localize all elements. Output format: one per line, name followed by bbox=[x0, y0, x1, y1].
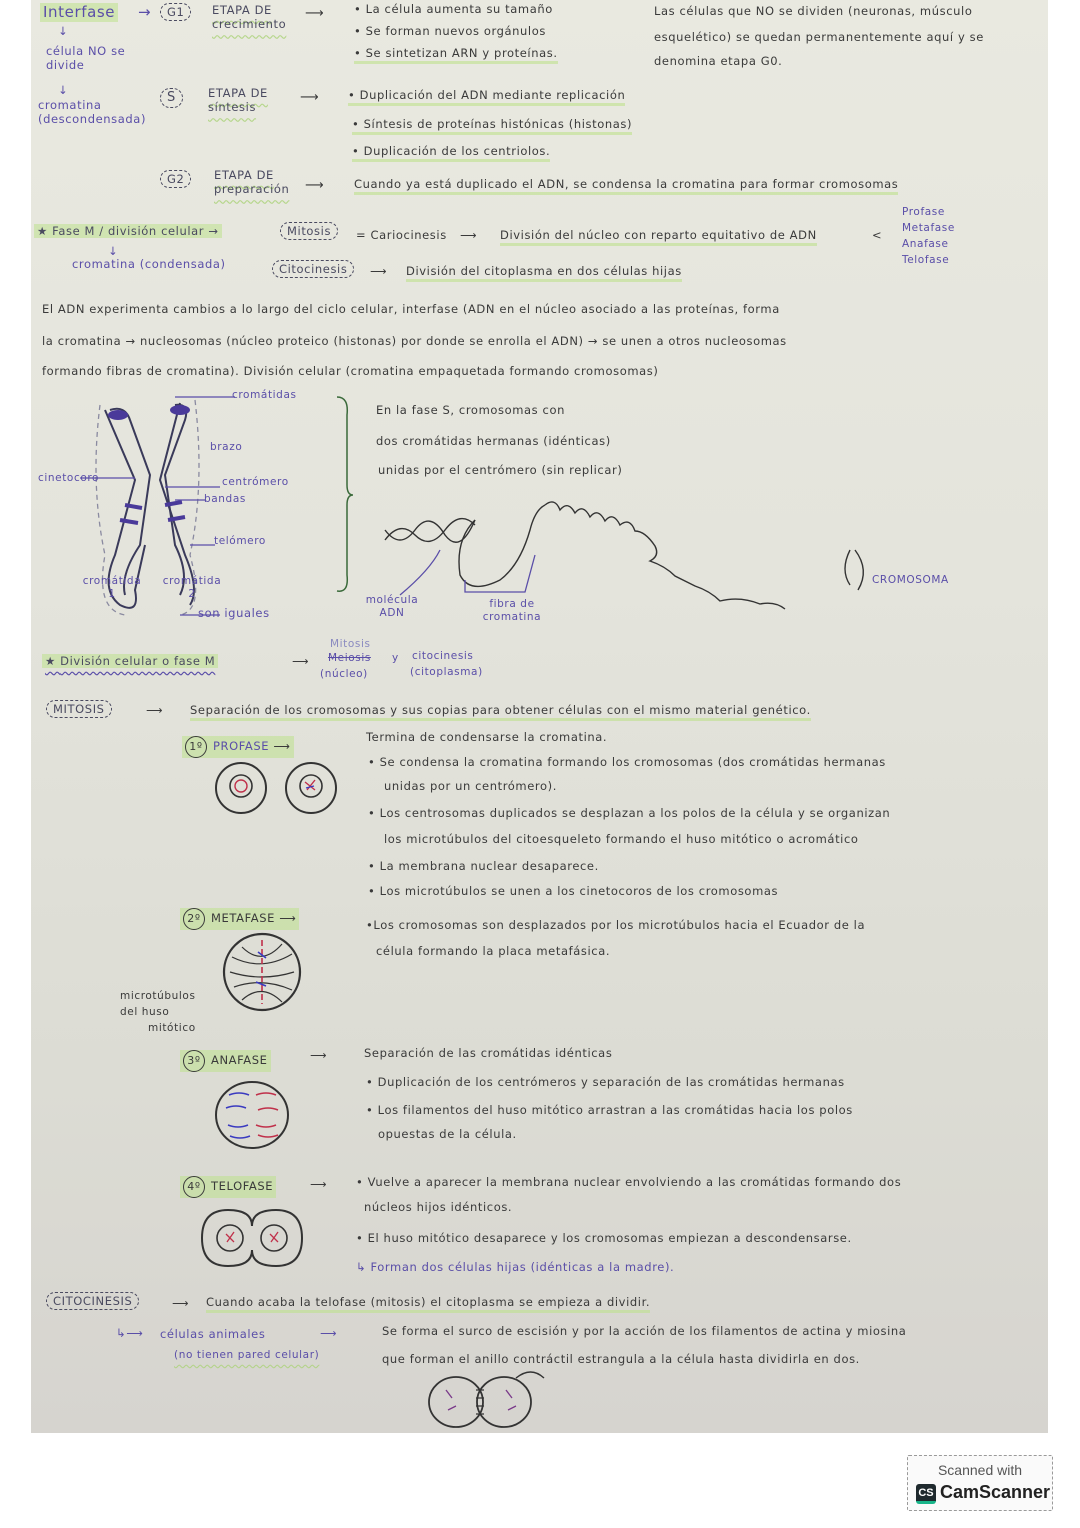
bracket-icon bbox=[335, 395, 355, 595]
stage-g2-badge: G2 bbox=[160, 170, 191, 188]
animal-note: (no tienen pared celular) bbox=[174, 1349, 320, 1361]
arrow-icon: ↳⟶ bbox=[116, 1326, 144, 1340]
camscanner-wordmark: CamScanner bbox=[940, 1482, 1051, 1502]
telofase-cell-drawing bbox=[200, 1208, 304, 1268]
arrow-icon: ⟶ bbox=[300, 90, 320, 105]
interfase-title: Interfase bbox=[40, 3, 118, 22]
arrow-icon: → bbox=[138, 3, 152, 21]
arrow-icon: ⟶ bbox=[460, 228, 478, 242]
chromatin-compaction-diagram bbox=[380, 500, 880, 600]
label-bandas: bandas bbox=[204, 493, 246, 505]
label-cromatidas: cromátidas bbox=[232, 389, 297, 401]
mitosis-cloud: Mitosis bbox=[280, 222, 338, 240]
arrow-icon: ⟶ bbox=[370, 264, 388, 278]
label-cromatida-2: cromátida 2 bbox=[162, 575, 222, 601]
profase-line: • Los centrosomas duplicados se desplazan a los polos de la célula y se organizan bbox=[368, 806, 891, 820]
label-cinetocoro: cinetocoro bbox=[38, 472, 100, 484]
g1-bullet: • Se forman nuevos orgánulos bbox=[354, 24, 546, 38]
g0-note-line: esquelético) se quedan permanentemente aquí y se bbox=[654, 30, 984, 44]
citocinesis-line: Se forma el surco de escisión y por la acción de los filamentos de actina y miosina bbox=[382, 1324, 907, 1338]
cromatina-descondensada: cromatina (descondensada) bbox=[38, 98, 147, 127]
arrow-icon: ⟶ bbox=[320, 1326, 338, 1340]
arrow-icon: ⟶ bbox=[305, 178, 325, 193]
metafase-caption: microtúbulos bbox=[120, 990, 196, 1002]
citocinesis-label: citocinesis bbox=[412, 650, 474, 662]
s-bullet: • Duplicación de los centriolos. bbox=[352, 144, 550, 162]
fase-m-title: ★ Fase M / división celular → bbox=[34, 224, 222, 238]
metafase-line: célula formando la placa metafásica. bbox=[376, 944, 611, 958]
g0-note-line: Las células que NO se dividen (neuronas, músculo bbox=[654, 4, 973, 18]
arrow-icon: ⟶ bbox=[310, 1177, 328, 1191]
arrow-down-icon: ↓ bbox=[58, 83, 69, 97]
anafase-line: opuestas de la célula. bbox=[378, 1127, 517, 1141]
s-bullet: • Síntesis de proteínas histónicas (histonas) bbox=[352, 117, 632, 135]
anafase-cell-drawing bbox=[214, 1080, 292, 1150]
label-molecula-adn: molécula ADN bbox=[365, 594, 419, 620]
arrow-icon: ⟶ bbox=[146, 703, 164, 717]
and-label: y bbox=[392, 652, 399, 664]
g1-bullet: • Se sintetizan ARN y proteínas. bbox=[354, 46, 558, 64]
stage-s-label: ETAPA DE síntesis bbox=[208, 86, 268, 115]
g2-bullet: Cuando ya está duplicado el ADN, se condensa la cromatina para formar cromosomas bbox=[354, 177, 898, 195]
profase-line: • La membrana nuclear desaparece. bbox=[368, 859, 599, 873]
telofase-line: • Vuelve a aparecer la membrana nuclear envolviendo a las cromátidas formando dos bbox=[356, 1175, 902, 1189]
phase-anafase-title: 3º ANAFASE bbox=[180, 1050, 271, 1072]
label-centromero: centrómero bbox=[222, 476, 289, 488]
phase-metafase-title: 2º METAFASE ⟶ bbox=[180, 908, 299, 930]
camscanner-logo-icon: CS bbox=[916, 1484, 936, 1504]
metafase-line: •Los cromosomas son desplazados por los microtúbulos hacia el Ecuador de la bbox=[366, 918, 866, 932]
label-telomero: telómero bbox=[214, 535, 266, 547]
citocinesis-main-cloud: CITOCINESIS bbox=[46, 1292, 139, 1310]
nucleo-label: (núcleo) bbox=[320, 668, 368, 680]
adn-paragraph-line: El ADN experimenta cambios a lo largo del ciclo celular, interfase (ADN en el núcleo asociado a las proteínas, forma bbox=[42, 302, 780, 316]
telofase-line: • El huso mitótico desaparece y los cromosomas empiezan a descondensarse. bbox=[356, 1231, 852, 1245]
anafase-line: Separación de las cromátidas idénticas bbox=[364, 1046, 613, 1060]
anafase-line: • Duplicación de los centrómeros y separación de las cromátidas hermanas bbox=[366, 1075, 845, 1089]
adn-paragraph-line: la cromatina → nucleosomas (núcleo proteico (histonas) por donde se enrolla el ADN) → se unen a otros nucleosomas bbox=[42, 334, 787, 348]
stage-g2-label: ETAPA DE preparación bbox=[214, 168, 290, 197]
phase-telofase-title: 4º TELOFASE bbox=[180, 1176, 276, 1198]
citocinesis-description: Cuando acaba la telofase (mitosis) el citoplasma se empieza a dividir. bbox=[206, 1295, 650, 1313]
brace-arrows-icon: < bbox=[872, 228, 883, 242]
arrow-icon: ⟶ bbox=[172, 1296, 190, 1310]
g1-bullet: • La célula aumenta su tamaño bbox=[354, 2, 553, 16]
scanned-with-label: Scanned with bbox=[937, 1462, 1023, 1478]
citocinesis-line: que forman el anillo contráctil estrangula a la célula hasta dividirla en dos. bbox=[382, 1352, 860, 1366]
label-brazo: brazo bbox=[210, 441, 243, 453]
profase-line: unidas por un centrómero). bbox=[384, 779, 557, 793]
mitosis-desc: División del núcleo con reparto equitativo de ADN bbox=[500, 228, 817, 246]
telofase-line: ↳ Forman dos células hijas (idénticas a la madre). bbox=[356, 1260, 675, 1274]
division-title: ★ División celular o fase M bbox=[42, 654, 218, 668]
citocinesis-desc: División del citoplasma en dos células hijas bbox=[406, 264, 682, 282]
phase-list-item: Metafase bbox=[902, 222, 955, 234]
profase-line: • Los microtúbulos se unen a los cinetocoros de los cromosomas bbox=[368, 884, 779, 898]
label-cromatida-1: cromátida 1 bbox=[82, 575, 142, 601]
arrow-down-icon: ↓ bbox=[58, 24, 69, 38]
citocinesis-cloud: Citocinesis bbox=[272, 260, 354, 278]
metafase-cell-drawing bbox=[222, 932, 304, 1012]
camscanner-badge bbox=[907, 1455, 1053, 1511]
arrow-down-icon: ↓ bbox=[108, 244, 119, 258]
phase-list-item: Anafase bbox=[902, 238, 949, 250]
metafase-caption: del huso bbox=[120, 1006, 170, 1018]
phase-list-item: Telofase bbox=[902, 254, 950, 266]
fase-s-note-line: En la fase S, cromosomas con bbox=[376, 403, 565, 417]
phase-profase-title: 1º PROFASE ⟶ bbox=[182, 736, 294, 758]
s-bullet: • Duplicación del ADN mediante replicación bbox=[348, 88, 625, 106]
meiosis-crossed: Meiosis bbox=[328, 652, 371, 664]
profase-line: • Se condensa la cromatina formando los cromosomas (dos cromátidas hermanas bbox=[368, 755, 886, 769]
mitosis-correction: Mitosis bbox=[330, 638, 371, 650]
arrow-icon: ⟶ bbox=[305, 6, 325, 21]
g0-note-line: denomina etapa G0. bbox=[654, 54, 783, 68]
metafase-caption: mitótico bbox=[148, 1022, 196, 1034]
telofase-line: núcleos hijos idénticos. bbox=[364, 1200, 513, 1214]
celulas-animales: células animales bbox=[160, 1327, 266, 1341]
profase-line: Termina de condensarse la cromatina. bbox=[366, 730, 608, 744]
mitosis-description: Separación de los cromosomas y sus copias para obtener células con el mismo material genético. bbox=[190, 703, 811, 721]
label-cromosoma: CROMOSOMA bbox=[872, 574, 949, 586]
celula-no-divide: célula NO se divide bbox=[46, 44, 126, 73]
profase-cell-drawing bbox=[216, 760, 326, 820]
phase-list-item: Profase bbox=[902, 206, 945, 218]
anafase-line: • Los filamentos del huso mitótico arrastran a las cromátidas hacia los polos bbox=[366, 1103, 853, 1117]
stage-s-badge: S bbox=[160, 88, 183, 108]
citocinesis-cell-drawing bbox=[426, 1370, 556, 1430]
label-fibra-cromatina: fibra de cromatina bbox=[482, 598, 542, 624]
fase-s-note-line: dos cromátidas hermanas (idénticas) bbox=[376, 434, 611, 448]
stage-g1-badge: G1 bbox=[160, 3, 191, 21]
cromatina-condensada: cromatina (condensada) bbox=[72, 257, 226, 271]
fase-s-note-line: unidas por el centrómero (sin replicar) bbox=[378, 463, 623, 477]
profase-line: los microtúbulos del citoesqueleto formando el huso mitótico o acromático bbox=[384, 832, 859, 846]
label-son-iguales: son iguales bbox=[198, 606, 270, 620]
stage-g1-label: ETAPA DE crecimiento bbox=[212, 3, 287, 32]
arrow-icon: ⟶ bbox=[292, 654, 310, 668]
arrow-icon: ⟶ bbox=[310, 1048, 328, 1062]
citoplasma-label: (citoplasma) bbox=[410, 666, 483, 678]
mitosis-main-cloud: MITOSIS bbox=[46, 700, 112, 718]
adn-paragraph-line: formando fibras de cromatina). División celular (cromatina empaquetada formando cromosomas) bbox=[42, 364, 659, 378]
cariocinesis: = Cariocinesis bbox=[356, 228, 447, 242]
